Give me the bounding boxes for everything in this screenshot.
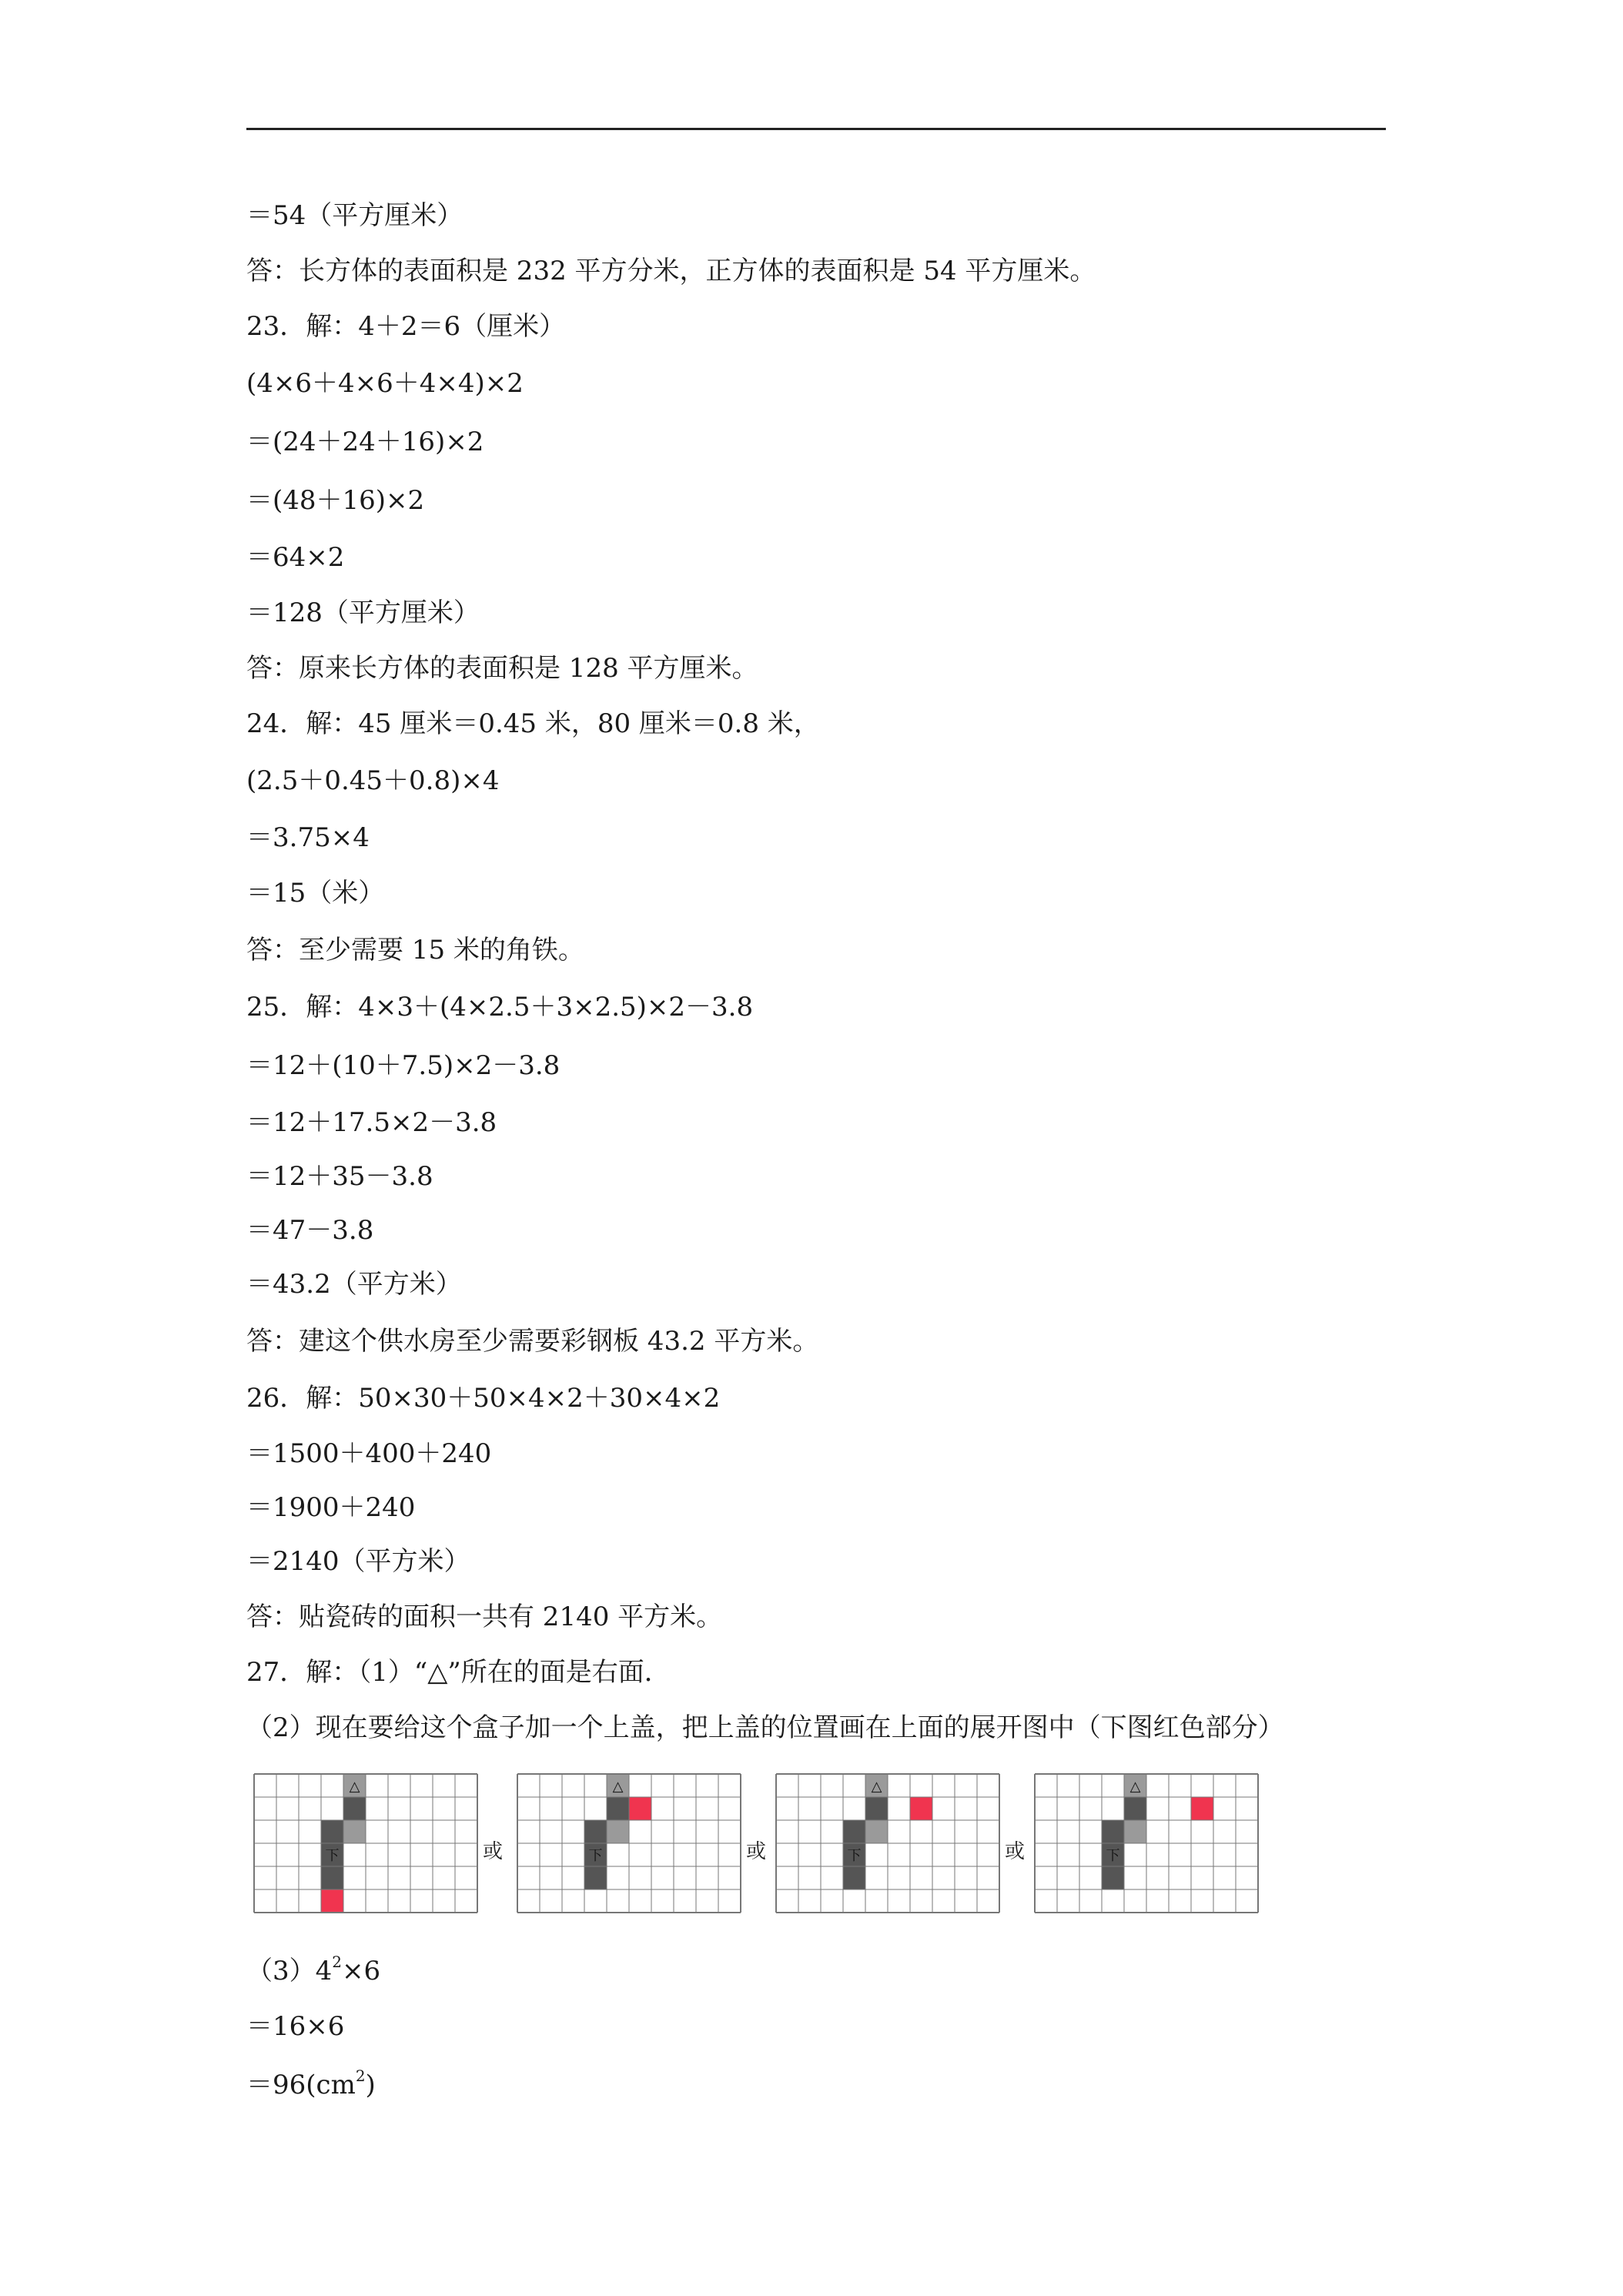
text-line: 26．解：50×30＋50×4×2＋30×4×2	[246, 1383, 721, 1414]
lid-cell-red	[910, 1797, 932, 1820]
net-grid-4	[1033, 1772, 1260, 1917]
net-grid-2	[516, 1772, 742, 1917]
text-line: （2）现在要给这个盒子加一个上盖，把上盖的位置画在上面的展开图中（下图红色部分）	[246, 1712, 1284, 1743]
text-line: ＝3.75×4	[246, 822, 370, 853]
text-line: 答：至少需要 15 米的角铁。	[246, 935, 584, 966]
text-line: 答：贴瓷砖的面积一共有 2140 平方米。	[246, 1602, 723, 1632]
lid-cell-red	[1191, 1797, 1213, 1820]
triangle-label: △	[349, 1779, 360, 1795]
part3-prefix: （3）4	[246, 1956, 333, 1986]
text-line: ＝12＋(10＋7.5)×2－3.8	[246, 1050, 561, 1081]
text-line: ＝12＋35－3.8	[246, 1161, 433, 1192]
text-line: ＝1900＋240	[246, 1492, 416, 1523]
text-line: 答：原来长方体的表面积是 128 平方厘米。	[246, 653, 758, 684]
part3-suffix: ×6	[342, 1956, 381, 1986]
or-label: 或	[1004, 1840, 1025, 1863]
or-label: 或	[482, 1840, 503, 1863]
text-line: ＝2140（平方米）	[246, 1546, 470, 1577]
lid-cell-red	[629, 1797, 651, 1820]
text-line: 答：建这个供水房至少需要彩钢板 43.2 平方米。	[246, 1326, 819, 1357]
or-label: 或	[745, 1840, 766, 1863]
net-cell	[843, 1820, 865, 1843]
net-cell	[865, 1797, 888, 1820]
text-line: (2.5＋0.45＋0.8)×4	[246, 765, 500, 796]
net-cell	[607, 1797, 629, 1820]
triangle-label: △	[612, 1779, 624, 1795]
net-cell	[1102, 1820, 1124, 1843]
text-line: ＝54（平方厘米）	[246, 200, 463, 231]
result-suffix: )	[365, 2070, 376, 2100]
result-prefix: ＝96(cm	[246, 2070, 356, 2100]
net-cell	[1102, 1866, 1124, 1889]
text-line: ＝1500＋400＋240	[246, 1438, 492, 1469]
net-grid-svg	[775, 1772, 1001, 1914]
net-grid-svg	[516, 1772, 742, 1914]
text-line: ＝43.2（平方米）	[246, 1269, 462, 1300]
net-figures	[253, 1772, 1253, 1926]
bottom-label: 下	[847, 1848, 862, 1864]
part3-line	[246, 1954, 380, 1988]
text-line: 24．解：45 厘米＝0.45 米，80 厘米＝0.8 米，	[246, 708, 820, 739]
net-cell	[584, 1866, 607, 1889]
net-cell	[1124, 1797, 1146, 1820]
text-line: 27．解：（1）“△”所在的面是右面．	[246, 1657, 671, 1688]
bottom-label: 下	[325, 1848, 340, 1864]
text-line: ＝(24＋24＋16)×2	[246, 427, 484, 457]
bottom-label: 下	[588, 1848, 603, 1864]
exponent: 2	[355, 2067, 366, 2085]
text-line: ＝128（平方厘米）	[246, 597, 480, 628]
net-cell	[584, 1820, 607, 1843]
header-rule	[246, 128, 1386, 130]
triangle-label: △	[871, 1779, 882, 1795]
exponent: 2	[332, 1953, 342, 1971]
net-cell	[865, 1820, 888, 1843]
net-cell	[343, 1797, 366, 1820]
triangle-label: △	[1129, 1779, 1141, 1795]
net-cell	[321, 1820, 343, 1843]
text-line: 25．解：4×3＋(4×2.5＋3×2.5)×2－3.8	[246, 992, 754, 1022]
net-cell	[321, 1866, 343, 1889]
text-line: ＝47－3.8	[246, 1215, 374, 1246]
net-grid-1	[253, 1772, 479, 1917]
text-line: 答：长方体的表面积是 232 平方分米，正方体的表面积是 54 平方厘米。	[246, 256, 1096, 286]
net-grid-3	[775, 1772, 1001, 1917]
text-line: (4×6＋4×6＋4×4)×2	[246, 368, 524, 399]
text-line: ＝(48＋16)×2	[246, 485, 425, 516]
lid-cell-red	[321, 1889, 343, 1913]
text-line: ＝12＋17.5×2－3.8	[246, 1107, 497, 1138]
bottom-label: 下	[1106, 1848, 1120, 1864]
result-line	[246, 2068, 376, 2102]
text-line: ＝15（米）	[246, 878, 385, 909]
net-grid-svg	[1033, 1772, 1260, 1914]
text-line: ＝64×2	[246, 542, 345, 573]
text-line: 23．解：4＋2＝6（厘米）	[246, 311, 566, 342]
net-cell	[607, 1820, 629, 1843]
net-cell	[1124, 1820, 1146, 1843]
net-cell	[343, 1820, 366, 1843]
net-grid-svg	[253, 1772, 479, 1914]
text-line: ＝16×6	[246, 2011, 345, 2042]
net-cell	[843, 1866, 865, 1889]
